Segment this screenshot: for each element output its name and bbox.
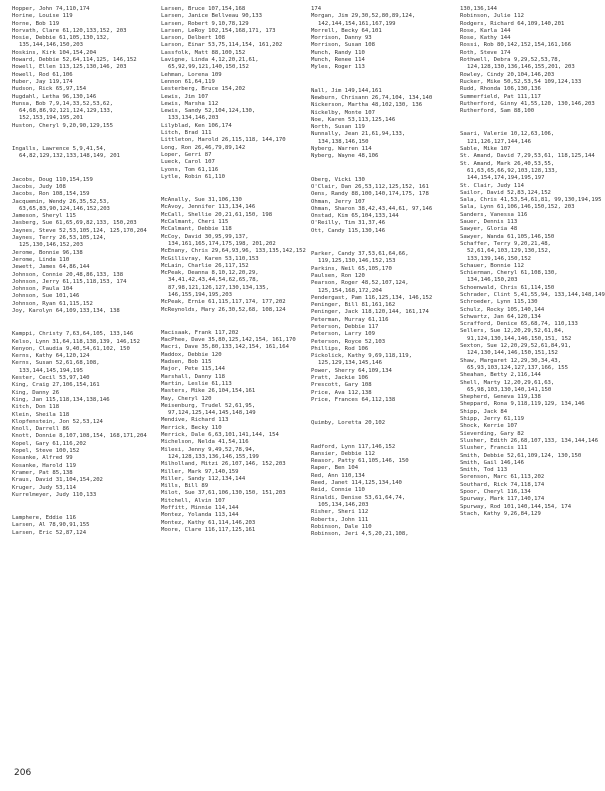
index-entry: Larson, Einar 53,75,114,154, 161,202 <box>161 42 283 49</box>
index-entry: Peterson, Larry 109 <box>311 331 375 338</box>
index-entry: Scrafford, Denice 65,68,74, 110,133 <box>460 321 578 328</box>
index-entry: O'Clair, Dan 26,53,112,125,152, 161 <box>311 183 429 190</box>
index-entry: Montez, Yolanda 113,144 <box>161 512 239 519</box>
index-entry: Spurway, Rod 101,140,144,154, 174 <box>460 503 572 510</box>
index-column-3 <box>311 6 457 538</box>
index-entry: Saari, Valerie 10,12,63,106, 121,126,127,144,146 <box>460 131 555 145</box>
index-entry: North, Susan 119 <box>311 124 365 131</box>
index-entry: Jacobs, Judy 108 <box>12 183 66 190</box>
index-entry: Howard, Debbie 52,64,114,125, 146,152 <box>12 57 137 64</box>
index-entry: Hugdahl, Letha 96,130,146 <box>12 93 97 100</box>
index-entry: Slusher, Edith 26,68,107,133, 134,144,146 <box>460 437 599 444</box>
index-entry: Reasor, Patty 61,105,146, 150 <box>311 458 409 465</box>
index-entry: McReynolds, Mary 26,30,52,68, 108,124 <box>161 306 286 313</box>
index-entry: Ott, Candy 115,130,146 <box>311 227 386 234</box>
index-entry: Sellers, Sue 12,20,29,52,61,84, 91,124,130,144,146,150,151, 152 <box>460 328 572 342</box>
section-gap <box>161 314 307 330</box>
index-entry: Joy, Karolyn 64,109,133,134, 138 <box>12 307 120 314</box>
index-entry: Onstad, Kim 65,104,133,144 <box>311 213 399 220</box>
index-entry: Larsen, Al 78,90,91,155 <box>12 522 90 529</box>
index-entry: Howell, Rod 61,106 <box>12 71 73 78</box>
index-entry: Power, Sherry 64,109,134 <box>311 367 392 374</box>
index-entry: Rutherford, Ginny 41,55,120, 130,146,203 <box>460 100 595 107</box>
index-entry: Parkins, Neil 65,105,170 <box>311 265 392 272</box>
index-entry: Mills, Bill 89 <box>161 483 209 490</box>
index-entry: Oberg, Vicki 130 <box>311 176 365 183</box>
index-entry: Sexton, Sue 12,20,29,52,61,84,91, 124,130,144,146,150,151,152 <box>460 343 572 357</box>
index-entry: O'Reilly, Tim 31,37,46 <box>311 220 386 227</box>
index-entry: Pickolick, Kathy 9,69,118,119, 125,129,134,145,146 <box>311 353 413 367</box>
index-entry: Nickerson, Martha 48,102,130, 136 <box>311 102 423 109</box>
section-gap <box>12 315 158 331</box>
index-entry: Reed, Janet 114,125,134,140 <box>311 480 402 487</box>
index-entry: Schulz, Rocky 105,140,144 <box>460 306 545 313</box>
index-entry: Sawyer, Gloria 48 <box>460 226 518 233</box>
index-entry: Sawyer, Wanda 61,105,146,150 <box>460 233 555 240</box>
index-entry: Peterson, Debbie 117 <box>311 323 379 330</box>
section-gap <box>311 161 457 177</box>
index-entry: Litch, Brad 111 <box>161 130 212 137</box>
section-gap <box>12 130 158 146</box>
index-entry: Jaynes, Terry 26,53,105,124, 125,130,146,152,203 <box>12 235 107 249</box>
index-column-2 <box>161 6 307 534</box>
index-entry: Johnson, Sue 101,146 <box>12 293 80 300</box>
index-entry: Johnson, Connie 20,48,86,133, 138 <box>12 271 124 278</box>
index-entry: Schaffer, Terry 9,20,21,48, 52,61,64,103,129,130,152, 133,139,146,150,152 <box>460 240 552 262</box>
index-entry: Lueck, Carol 107 <box>161 159 215 166</box>
index-entry: Sala, Chris 41,53,54,61,81, 99,130,194,195 <box>460 197 602 204</box>
index-entry: Moffitt, Minnie 114,144 <box>161 505 239 511</box>
index-entry: 174 <box>311 6 322 12</box>
index-entry: Roberts, John 111 <box>311 516 369 523</box>
index-entry: May, Cheryl 120 <box>161 395 212 402</box>
index-entry: Peninger, Jack 118,120,144, 161,174 <box>311 309 429 316</box>
index-entry: Loper, Gerri 87 <box>161 151 212 158</box>
index-entry: St. Amand, David 7,29,53,61, 118,125,144 <box>460 153 595 160</box>
index-entry: McCalmant, Cheri 115 <box>161 219 229 226</box>
index-entry: Larsen, Bruce 107,154,168 <box>161 6 246 12</box>
index-entry: Nall, Jim 149,144,161 <box>311 87 382 94</box>
index-entry: Long, Ron 26,46,79,89,142 <box>161 144 246 151</box>
index-entry: Lewis, Jim 107 <box>161 93 209 100</box>
index-entry: Smith, Debbie 52,61,109,124, 130,150 <box>460 452 582 459</box>
index-entry: Martin, Leslie 61,113 <box>161 380 232 387</box>
index-entry: Huston, Cheryl 9,20,90,129,155 <box>12 122 114 129</box>
index-entry: Nyberg, Warren 114 <box>311 146 372 153</box>
index-entry: Sailor, David 52,83,124,152 <box>460 189 551 196</box>
index-entry: Sala, Lynn 61,106,146,150,152, 203 <box>460 204 575 211</box>
index-entry: Hoskins, Kirk 104,154,204 <box>12 49 97 56</box>
index-entry: Huber, Jay 119,174 <box>12 78 73 85</box>
index-entry: Red, Ann 110,134 <box>311 472 365 479</box>
index-entry: Nyberg, Wayne 48,106 <box>311 153 379 160</box>
index-entry: Lilyblad, Ken 106,174 <box>161 122 232 129</box>
index-entry: Knott, Donnie 8,107,108,154, 168,171,204 <box>12 433 147 440</box>
index-entry: Rowley, Cindy 20,104,146,203 <box>460 71 555 78</box>
index-entry: Lassfolk, Matt 88,100,152 <box>161 49 246 56</box>
index-entry: Sheahan, Betty 2,116,144 <box>460 372 541 379</box>
index-entry: Kerns, Susan 52,61,68,108, 133,144,145,194,195 <box>12 360 100 374</box>
index-entry: Paulsen, Ron 120 <box>311 272 365 279</box>
index-entry: Shock, Kerrie 107 <box>460 423 518 430</box>
index-entry: McEnany, Chris 29,64,93,96, 133,135,142,152 <box>161 248 306 255</box>
index-entry: Sable, Mike 107 <box>460 146 511 153</box>
index-entry: Schwartz, Jan 64,120,134 <box>460 313 541 320</box>
index-entry: Sauer, Dennis 113 <box>460 219 518 226</box>
index-entry: Rose, Kathy 144 <box>460 35 511 42</box>
index-entry: Larsen, Eric 52,87,124 <box>12 529 87 536</box>
index-entry: Johnson, Jerry 61,115,118,153, 174 <box>12 278 127 285</box>
index-entry: Madsen, Bob 115 <box>161 359 212 366</box>
index-entry: Spurway, Mark 117,140,174 <box>460 496 545 503</box>
index-entry: Klopfenstein, Jon 52,53,124 <box>12 418 103 425</box>
index-entry: Price, Ava 112,138 <box>311 389 372 396</box>
index-entry: Sheppard, Rona 9,118,119,129, 134,146 <box>460 401 585 408</box>
index-entry: Raper, Ben 104 <box>311 465 359 472</box>
index-entry: Hunsa, Bob 7,9,14,33,52,53,62, 64,68,86,92,121,124,129,133, 152,153,194,195,201 <box>12 100 114 122</box>
index-entry: Rudd, Rhonda 106,130,136 <box>460 86 541 93</box>
index-entry: McCoy, David 30,95,99,137, 134,161,165,174,175,198, 201,202 <box>161 233 276 247</box>
index-entry: McAnally, Sue 31,106,130 <box>161 197 242 204</box>
index-entry: Kurrelmeyer, Judy 110,133 <box>12 491 97 498</box>
index-entry: Quimby, Loretta 20,102 <box>311 420 386 427</box>
index-entry: Pearson, Roger 48,52,107,124, 125,154,168,172,204 <box>311 280 409 294</box>
index-entry: McCall, Shellie 20,21,61,150, 198 <box>161 211 273 218</box>
index-entry: Kruger, Judy 53,114 <box>12 484 76 491</box>
index-entry: Mitchell, Alvin 107 <box>161 497 225 504</box>
index-entry: Miller, Sandy 112,134,144 <box>161 475 246 482</box>
index-entry: Reid, Connie 110 <box>311 487 365 494</box>
index-entry: Spoor, Cheryl 116,134 <box>460 489 531 495</box>
index-entry: Shipp, Jack 84 <box>460 408 508 415</box>
index-entry: 130,136,144 <box>460 6 498 12</box>
index-entry: Newburn, Chrisann 26,74,104, 134,140 <box>311 94 433 101</box>
index-entry: Jacobs, Ron 108,154,159 <box>12 191 90 198</box>
index-entry: Mendive, Richard 113 <box>161 417 229 424</box>
index-entry: Larsen, Janice Bellveau 90,133 <box>161 13 263 20</box>
index-entry: Peninger, Bill 81,161,162 <box>311 302 396 309</box>
index-entry: Kester, Cecil 53,97,140 <box>12 375 90 382</box>
index-entry: Jacquemin, Wendy 26,35,52,53, 63,65,83,90,124,146,152,203 <box>12 198 110 212</box>
index-entry: Kamppi, Christy 7,63,64,105, 133,146 <box>12 331 134 338</box>
index-entry: Major, Pete 115,144 <box>161 366 225 373</box>
index-entry: Munch, Renee 114 <box>311 57 365 64</box>
index-entry: Lennon 61,64,119 <box>161 78 215 85</box>
index-entry: McLain, Charlie 26,117,152 <box>161 262 249 269</box>
index-entry: Jerome, Bonnie 96,138 <box>12 249 83 256</box>
index-entry: Larsen, LeRoy 102,154,168,171, 173 <box>161 27 276 34</box>
index-entry: Smith, Gail 146,146 <box>460 459 524 466</box>
index-entry: Hosie, Debbie 61,105,130,132, 135,144,146,150,203 <box>12 35 110 49</box>
index-entry: Shaw, Margaret 12,29,30,34,43, 65,93,103,124,127,137,166, 155 <box>460 357 569 371</box>
index-entry: Lehman, Lorena 109 <box>161 71 222 78</box>
index-entry: Jameson, Sheryl 115 <box>12 213 76 220</box>
section-gap <box>311 428 457 444</box>
index-entry: Jaynes, Steve 52,53,105,124, 125,170,204 <box>12 227 147 234</box>
section-gap <box>161 181 307 197</box>
index-entry: Lytle, Robin 61,110 <box>161 173 225 180</box>
index-entry: Johnson, Paula 104 <box>12 286 73 293</box>
section-gap <box>311 235 457 251</box>
index-entry: King, Jan 115,118,134,138,146 <box>12 396 110 403</box>
index-entry: Lewis, Sandy 52,104,124,130, 133,134,146,203 <box>161 108 256 122</box>
index-entry: Kelso, Lynn 31,64,118,138,139, 146,152 <box>12 338 140 345</box>
index-entry: Kenyon, Claudia 9,40,54,61,102, 150 <box>12 345 130 352</box>
index-entry: St. Amand, Mark 26,40,53,55, 61,63,65,66,92,103,128,133, 144,154,174,194,195,197 <box>460 160 558 182</box>
index-entry: Nickelby, Monte 107 <box>311 109 375 116</box>
index-entry: Schoenwald, Chris 61,114,150 <box>460 284 555 291</box>
index-entry: McGillivray, Karen 53,110,153 <box>161 255 259 262</box>
index-entry: Macri, Dave 35,80,133,142,154, 161,164 <box>161 344 289 351</box>
index-entry: Parker, Candy 37,53,61,64,66, 119,125,130,146,152,153 <box>311 251 409 265</box>
index-entry: Roth, Steve 174 <box>460 49 511 56</box>
index-entry: Kosanke, Alfred 99 <box>12 455 73 462</box>
index-entry: Jerome, Linda 110 <box>12 256 70 263</box>
index-entry: Nunnally, Jean 21,61,94,133, 134,138,146,150 <box>311 131 406 145</box>
index-entry: Rodgers, Richard 64,109,140,201 <box>460 20 565 27</box>
index-entry: Meisenburg, Trudel 52,61,95, 97,124,125,144,145,148,149 <box>161 402 256 417</box>
index-entry: Shepherd, Geneva 119,138 <box>460 394 541 401</box>
index-entry: Kosanke, Harold 119 <box>12 462 76 469</box>
index-entry: Noe, Karen 53,113,125,146 <box>311 116 396 123</box>
index-entry: Michelson, Nelda 41,54,116 <box>161 439 249 446</box>
index-entry: Hopper, John 74,110,174 <box>12 6 90 12</box>
index-entry: Robinson, Dale 110 <box>311 523 372 530</box>
index-entry: Peterman, Murray 61,116 <box>311 316 389 323</box>
index-entry: Prescott, Gary 108 <box>311 382 372 389</box>
index-entry: Howell, Ellen 113,125,130,146, 203 <box>12 64 127 71</box>
index-entry: Shell, Marty 12,20,29,61,63, 65,98,103,130,140,141,150 <box>460 379 555 393</box>
index-entry: Marshall, Danny 118 <box>161 373 225 380</box>
index-entry: Larsen, Robert 9,10,78,129 <box>161 20 249 27</box>
index-entry: McCalmant, Debbie 118 <box>161 226 232 233</box>
index-entry: Risher, Sheri 112 <box>311 509 369 516</box>
index-entry: Pendergast, Pam 116,125,134, 146,152 <box>311 294 433 301</box>
index-entry: Ohman, Jerry 107 <box>311 198 365 205</box>
index-entry: Schrader, Clint 5,41,55,94, 133,144,148,149 <box>460 291 605 298</box>
index-entry: McPeak, Ernie 61,115,117,174, 177,202 <box>161 299 286 306</box>
index-entry: Horine, Louise 119 <box>12 13 73 20</box>
index-entry: Ohman, Sharon 38,42,43,44,61, 97,146 <box>311 205 433 212</box>
index-entry: Smith, Tod 113 <box>460 467 508 474</box>
index-entry: Kopel, Gary 61,116,202 <box>12 440 87 447</box>
index-entry: Kitch, Don 118 <box>12 404 60 411</box>
index-entry: Merrick, Becky 110 <box>161 424 222 431</box>
index-entry: Milesi, Jenny 9,49,52,78,94, 124,128,133,136,146,155,199 <box>161 446 259 460</box>
index-entry: King, Craig 27,106,154,161 <box>12 382 100 389</box>
index-entry: Sorenson, Marc 61,113,202 <box>460 474 545 481</box>
index-entry: Rothwell, Debra 9,29,52,53,78, 124,128,130,136,146,155,201, 203 <box>460 57 575 71</box>
index-entry: Horvath, Clare 61,120,133,152, 203 <box>12 27 127 34</box>
page-number: 206 <box>14 768 32 778</box>
index-entry: Montez, Kathy 61,114,146,203 <box>161 519 256 526</box>
index-entry: Phillips, Rod 106 <box>311 345 369 352</box>
index-column-4 <box>460 6 605 518</box>
index-entry: Lavigne, Linda 4,12,20,21,61, 65,92,99,121,140,150,152 <box>161 57 259 71</box>
index-entry: McAvoy, Jennifer 113,134,146 <box>161 204 256 211</box>
index-entry: Lamphere, Eddie 116 <box>12 515 76 522</box>
index-entry: Rucker, Mike 50,52,53,54 109,124,133 <box>460 78 582 85</box>
index-entry: Johnson, Ryan 61,115,152 <box>12 300 93 307</box>
index-entry: Littleton, Harold 26,115,118, 144,170 <box>161 137 286 144</box>
index-entry: Sieverding, Gary 82 <box>460 430 524 437</box>
index-entry: Morrell, Becky 64,101 <box>311 27 382 34</box>
index-entry: Larson, Delbert 108 <box>161 35 225 42</box>
index-entry: Milholland, Mitzi 26,107,146, 152,203 <box>161 461 286 468</box>
index-entry: Slusher, Francis 111 <box>460 445 528 452</box>
index-entry: Kopel, Steve 100,152 <box>12 448 80 455</box>
index-entry: MacPhee, Dave 35,80,125,142,154, 161,170 <box>161 337 296 344</box>
index-entry: Morrison, Danny 93 <box>311 35 372 42</box>
section-gap <box>12 499 158 515</box>
section-gap <box>311 72 457 88</box>
index-entry: Rinaldi, Denise 53,61,64,74, 105,134,146,203 <box>311 494 406 508</box>
index-entry: Schauer, Bonnie 112 <box>460 262 524 269</box>
index-entry: Jasberg, Sue 61,65,69,82,133, 150,203 <box>12 220 137 227</box>
index-entry: Ingalls, Lawrence 5,9,41,54, 64,82,129,132,133,148,149, 201 <box>12 146 121 160</box>
section-gap <box>311 404 457 420</box>
index-entry: Masters, Mike 26,104,154,161 <box>161 388 256 395</box>
index-entry: Oens, Randy 88,100,140,174,175, 178 <box>311 191 429 198</box>
index-entry: St. Clair, Judy 114 <box>460 182 524 189</box>
index-entry: Knoll, Darrell 86 <box>12 426 70 433</box>
index-entry: King, Danny 26 <box>12 389 60 396</box>
index-entry: Kraus, David 31,104,154,202 <box>12 477 103 484</box>
index-entry: Hudson, Rick 65,97,154 <box>12 86 87 93</box>
index-entry: Summerfield, Pat 111,117 <box>460 93 541 100</box>
index-entry: Maddox, Debbie 120 <box>161 351 222 358</box>
index-entry: Robinson, Jeri 4,5,20,21,108, <box>311 531 409 538</box>
index-entry: Southard, Rick 74,118,174 <box>460 481 545 488</box>
index-entry: Rose, Karla 144 <box>460 27 511 34</box>
index-entry: Myles, Roger 113 <box>311 64 365 71</box>
index-entry: Schierman, Cheryl 61,108,130, 134,146,150,203 <box>460 270 558 284</box>
index-entry: Ransier, Debbie 112 <box>311 450 375 457</box>
index-entry: Robinson, Julie 112 <box>460 13 524 20</box>
index-entry: Jewett, James 64,86,144 <box>12 264 90 271</box>
index-entry: Shipp, Jerry 61,119 <box>460 416 524 423</box>
index-entry: Radford, Lynn 117,146,152 <box>311 443 396 450</box>
index-entry: Kerns, Kathy 64,120,124 <box>12 353 90 360</box>
index-entry: Schroeder, Lynn 115,130 <box>460 299 538 306</box>
index-entry: Milot, Sue 37,61,106,130,150, 151,203 <box>161 490 286 497</box>
index-entry: Moore, Clare 116,117,125,161 <box>161 526 256 533</box>
index-entry: McPeak, Deanna 8,10,12,20,29, 34,41,42,43,44,54,62,65,78, 87,98,121,126,127,130,134,135, 146,155,194,195,203 <box>161 270 270 298</box>
index-entry: Peterson, Royce 52,103 <box>311 338 386 345</box>
index-entry: Munch, Randy 110 <box>311 49 365 56</box>
index-entry: Pratt, Jackie 106 <box>311 375 369 382</box>
index-entry: Merrick, Dale 6,63,101,141,144, 154 <box>161 432 279 439</box>
index-entry: Price, Frances 64,112,138 <box>311 396 396 403</box>
index-entry: Miller, Mark 97,140,159 <box>161 468 239 475</box>
index-entry: Morrison, Susan 108 <box>311 42 375 49</box>
index-entry: Horne, Bob 119 <box>12 20 60 27</box>
index-entry: Rossi, Rob 80,142,152,154,161,166 <box>460 42 572 49</box>
index-entry: Jacobs, Doug 110,154,159 <box>12 176 93 183</box>
index-entry: Lyons, Tom 61,116 <box>161 166 219 173</box>
index-entry: Klein, Sheila 118 <box>12 411 70 418</box>
index-entry: Macisaak, Frank 117,202 <box>161 329 239 336</box>
index-entry: Stach, Kathy 9,26,84,129 <box>460 510 541 517</box>
section-gap <box>12 161 158 177</box>
index-column-1 <box>12 6 158 537</box>
index-entry: Sanders, Vanessa 116 <box>460 211 528 218</box>
index-entry: Lesterberg, Bruce 154,202 <box>161 86 246 93</box>
index-entry: Rutherford, Sam 88,100 <box>460 108 535 115</box>
index-entry: Lewis, Marsha 112 <box>161 100 219 107</box>
index-entry: Morgan, Jim 29,30,52,80,89,124, 142,144,154,161,167,199 <box>311 13 416 27</box>
index-entry: Kramer, Pat 85,138 <box>12 469 73 476</box>
section-gap <box>460 115 605 131</box>
